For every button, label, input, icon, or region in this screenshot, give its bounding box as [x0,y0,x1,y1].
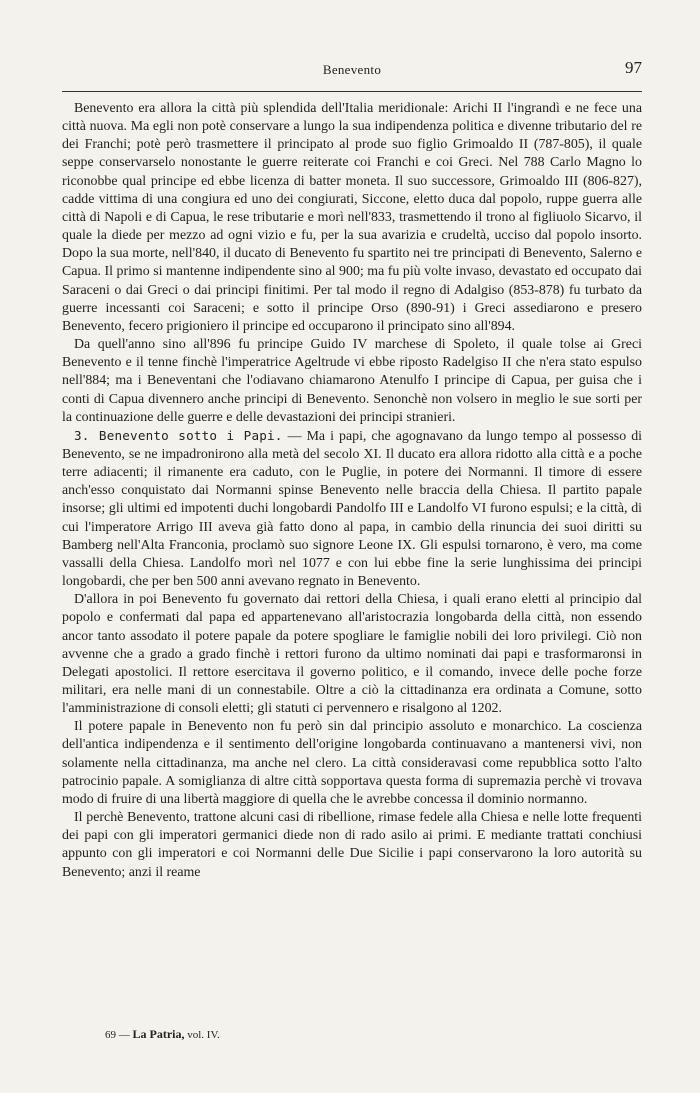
page-number: 97 [625,58,642,77]
header-rule [62,91,642,92]
footer-dash: — [118,1029,130,1041]
volume-label: vol. IV. [187,1029,220,1041]
paragraph [62,100,642,336]
signature-number: 69 [105,1029,116,1041]
paragraph [62,591,642,718]
paragraph-text: — Ma i papi, che agognavano da lungo tempo al possesso di Benevento, se ne impadronirono alla metà del secolo XI. Il ducato era allora ridotto alla città e a poche terre adiacenti; il rimanente era caduto, con le Puglie, in potere dei Normanni. Il timore di essere anch'esso conquistato dai Normanni spinse Benevento nelle braccia della Chiesa. Il partito papale insorse; gli ultimi ed impotenti duchi longobardi Pandolfo III e Landolfo VI furono espulsi; e la città, di cui l'imperatore Arrigo III aveva già fatto dono al papa, in cambio della rinuncia dei suoi diritti su Bamberg nell'Alta Franconia, proclamò suo signore Leone IX. Gli espulsi tornarono, è vero, ma come vassalli della Chiesa. Landolfo morì nel 1077 e con lui ebbe fine la serie lunghissima dei principi longobardi, che per ben 500 anni avevano regnato in Benevento. [62,428,642,590]
paragraph [62,427,642,591]
magazine-title: La Patria, [132,1027,185,1041]
paragraph-text: Da quell'anno sino all'896 fu principe Guido IV marchese di Spoleto, il quale tolse ai Greci Benevento e il tenne finchè l'imperatrice Ageltrude vi ebbe riposto Radelgiso II che n'era stato espulso nell'884; ma i Beneventani che l'odiavano chiamarono Atenulfo I principe di Capua, per guisa che i conti di Capua divennero anche principi di Benevento. Senonchè non volsero in meglio le sue sorti per la continuazione delle guerre e delle devastazioni dei principi stranieri. [62,337,642,425]
paragraph-text: D'allora in poi Benevento fu governato dai rettori della Chiesa, i quali erano eletti al principio dal popolo e confermati dal papa ed appartenevano all'aristocrazia longobarda della città, non essendo ancor tanto assodato il potere papale da potere spogliare le famiglie nobili dei loro privilegi. Ciò non avvenne che a grado a grado finchè i rettori furono da ultimo nominati dai papi e trasformaronsi in Delegati apostolici. Il rettore esercitava il governo politico, e il comando, invece delle poche forze militari, era nelle mani di un connestabile. Oltre a ciò la cittadinanza era ordinata a Comune, sotto l'amministrazione di consoli eletti; gli statuti ci pervennero e risalgono al 1202. [62,592,642,717]
running-title: Benevento [322,62,382,77]
section-heading: 3. Benevento sotto i Papi. [74,427,283,443]
paragraph [62,809,642,882]
paragraph-text: Il perchè Benevento, trattone alcuni casi di ribellione, rimase fedele alla Chiesa e nelle lotte frequenti dei papi con gli imperatori germanici diede non di rado asilo ai primi. E mediante trattati conchiusi appunto con gli imperatori e coi Normanni delle Due Sicilie i papi conservarono la loro autorità su Benevento; anzi il reame [62,810,642,880]
paragraph [62,718,642,809]
paragraph-text: Benevento era allora la città più splendida dell'Italia meridionale: Arichi II l'ingrandì e ne fece una città nuova. Ma egli non potè conservare a lungo la sua indipendenza politica e divenne tributario del re dei Franchi; potè però trasmettere il principato al prode suo figlio Grimoaldo II (787-805), il quale seppe conservarselo nonostante le guerre reiterate coi Franchi e coi Greci. Nel 788 Carlo Magno lo riconobbe qual principe ed ebbe licenza di batter moneta. Il suo successore, Grimoaldo III (806-827), cadde vittima di una congiura ed uno dei congiurati, Siccone, eletto duca dal popolo, ruppe guerra alle città di Napoli e di Capua, le rese tributarie e morì nell'833, trasmettendo il trono al figliuolo Sicarvo, il quale la diede per mezzo ad ogni vizio e fu, per la sua avarizia e crudeltà, ucciso dal popolo insorto. Dopo la sua morte, nell'840, il ducato di Benevento fu spartito nei tre principati di Benevento, Salerno e Capua. Il primo si mantenne indipendente sino al 900; ma fu più volte invaso, devastato ed occupato dai Saraceni o dai Greci o dai principi finitimi. Per tal modo il regno di Adalgiso (853-878) fu turbato da guerre incessanti coi Saraceni; e sotto il principe Orso (890-91) i Greci assediarono e presero Benevento, fecero prigioniero il principe ed occuparono il principato sino all'894. [62,101,642,334]
paragraph [62,336,642,427]
page-header [62,56,642,84]
page-body [62,100,642,882]
page-footer [105,1027,220,1042]
paragraph-text: Il potere papale in Benevento non fu però sin dal principio assoluto e monarchico. La coscienza dell'antica indipendenza e il sentimento dell'origine longobarda continuavano a mantenersi vivi, non solamente nella cittadinanza, ma anche nel clero. La città consideravasi come repubblica sotto l'alto patrocinio papale. A somiglianza di altre città sopportava questa forma di supremazia perchè vi trovava modo di fruire di una libertà maggiore di quella che le avrebbe concessa il dominio normanno. [62,719,642,807]
